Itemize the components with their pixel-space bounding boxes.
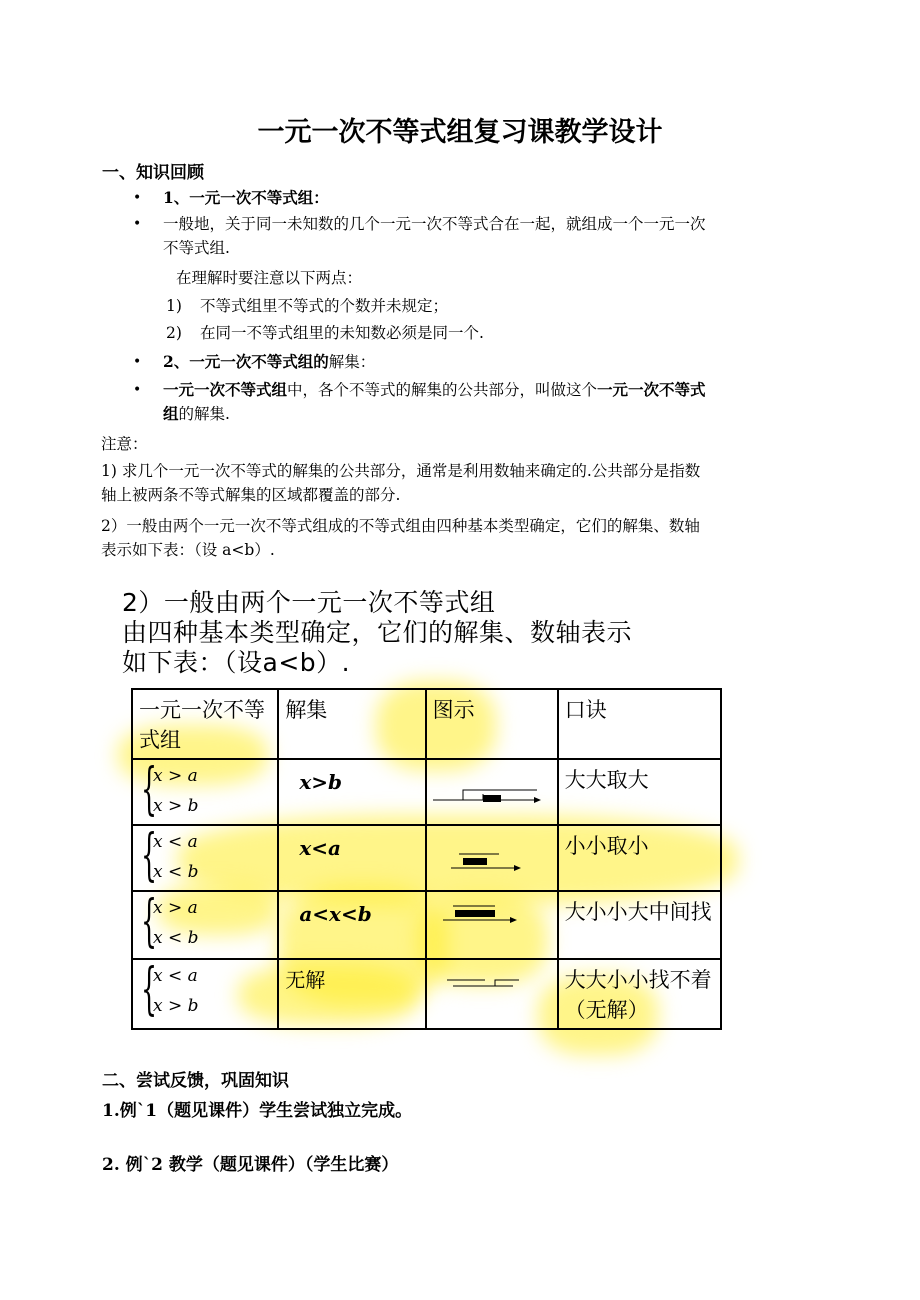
rhyme-cell: 小小取小 [558,825,721,891]
inequality-2: x < b [153,862,199,882]
paragraph-1 [101,459,823,507]
table-row [132,825,721,891]
bullet-4-text [163,378,823,426]
section2-heading: 二、尝试反馈，巩固知识 [102,1071,289,1091]
document-title: 一元一次不等式组复习课教学设计 [257,117,663,148]
paragraph-2 [101,514,823,562]
bullet-4-mid: 中，各个不等式的解集的公共部分，叫做这个 [287,381,598,399]
inequality-1: x > a [153,766,198,786]
diagram-cell [426,891,558,959]
system-cell [132,959,278,1029]
bullet-3-rest: 解集： [328,353,376,371]
number-line-diagram [433,830,551,880]
bullet-dot: • [133,216,142,232]
diagram-cell [426,959,558,1029]
table-row [132,959,721,1029]
note-2-number: 2) [166,324,182,342]
slide-caption-line1: 2）一般由两个一元一次不等式组 [122,588,496,617]
system-cell [132,825,278,891]
bullet-dot: • [133,190,142,206]
brace-icon: { [141,823,158,888]
rhyme-cell: 大大小小找不着（无解） [558,959,721,1029]
bullet-dot: • [133,354,142,370]
slide-caption-line3: 如下表：（设a<b）. [122,648,351,677]
bullet-1-text: 1、一元一次不等式组： [163,188,329,207]
note-1-text: 不等式组里不等式的个数并未规定； [200,297,449,315]
bullet-2-line2: 不等式组. [163,239,230,257]
system-cell [132,891,278,959]
number-line-diagram [433,896,551,946]
diagram-cell [426,759,558,825]
table-row [132,891,721,959]
header-cell: 解集 [278,689,425,759]
table-header-row [132,689,721,759]
system-cell [132,759,278,825]
inequality-2: x > b [153,796,199,816]
note-2-text: 在同一不等式组里的未知数必须是同一个. [200,324,484,342]
header-cell: 图示 [426,689,558,759]
bullet-3-text [163,350,375,374]
section1-heading: 一、知识回顾 [102,163,204,183]
brace-icon: { [141,889,158,954]
solution-text: x>b [299,770,342,794]
bullet-3-bold: 2、一元一次不等式组的 [163,352,329,371]
example-2: 2. 例`2 教学（题见课件）（学生比赛） [102,1155,399,1175]
solution-text: 无解 [285,968,326,992]
paragraph-1-line1: 1) 求几个一元一次不等式的解集的公共部分，通常是利用数轴来确定的.公共部分是指数 [101,462,701,480]
attention-label: 注意： [101,435,148,453]
inequality-1: x < a [153,832,198,852]
inequality-2: x < b [153,928,199,948]
diagram-cell [426,825,558,891]
brace-icon: { [141,757,158,822]
header-cell: 口诀 [558,689,721,759]
solution-cell [278,959,425,1029]
rhyme-cell: 大大取大 [558,759,721,825]
solution-cell [278,759,425,825]
solution-cell [278,825,425,891]
inequality-table [131,688,722,1030]
bullet-2-line1: 一般地，关于同一未知数的几个一元一次不等式合在一起，就组成一个一元一次 [163,215,706,233]
brace-icon: { [141,957,158,1022]
bullet-4-bold-2: 一元一次不等式 [597,380,706,399]
inequality-1: x > a [153,898,198,918]
paragraph-1-line2: 轴上被两条不等式解集的区域都覆盖的部分. [101,486,401,504]
note-intro: 在理解时要注意以下两点： [176,269,363,287]
header-cell: 一元一次不等式组 [132,689,278,759]
number-line-diagram [433,964,551,1014]
example-1: 1.例`1（题见课件）学生尝试独立完成。 [102,1101,413,1121]
inequality-2: x > b [153,996,199,1016]
number-line-diagram [433,764,551,814]
solution-cell [278,891,425,959]
paragraph-2-line2: 表示如下表：（设 a<b）. [101,541,275,559]
solution-text: a<x<b [299,902,372,926]
paragraph-2-line1: 2）一般由两个一元一次不等式组成的不等式组由四种基本类型确定，它们的解集、数轴 [101,517,700,535]
slide-caption [122,588,722,678]
inequality-1: x < a [153,966,198,986]
bullet-4-bold-1: 一元一次不等式组 [163,380,288,399]
solution-text: x<a [299,836,341,860]
bullet-4-bold-3: 组 [163,404,179,423]
bullet-dot: • [133,382,142,398]
bullet-2-text [163,212,823,260]
note-1-number: 1) [166,297,182,315]
table-row [132,759,721,825]
bullet-4-end: 的解集. [178,405,230,423]
rhyme-cell: 大小小大中间找 [558,891,721,959]
slide-caption-line2: 由四种基本类型确定，它们的解集、数轴表示 [122,618,633,647]
